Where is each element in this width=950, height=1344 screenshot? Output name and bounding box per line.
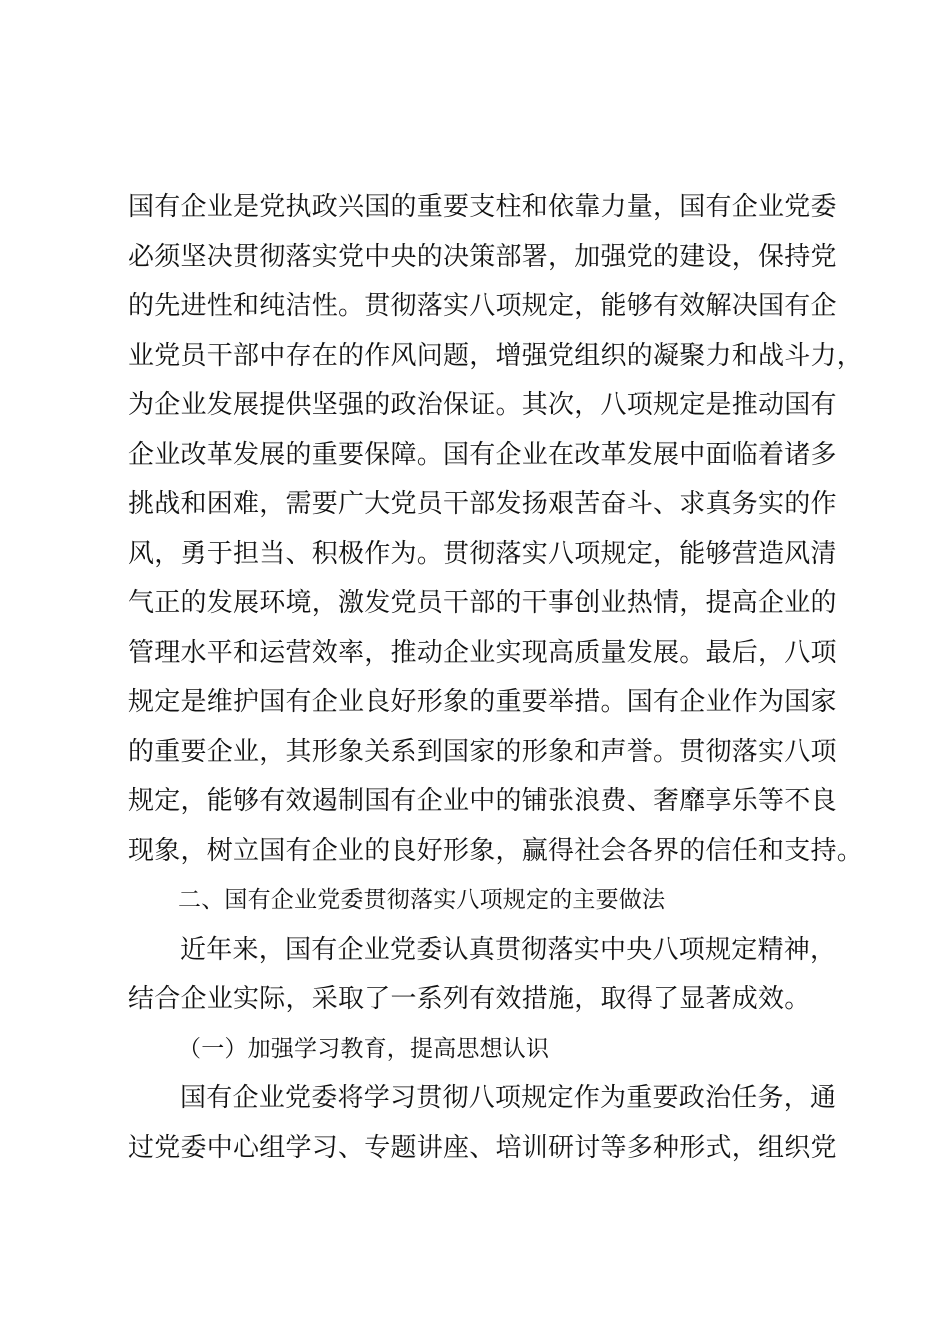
body-line: 气正的发展环境，激发党员干部的干事创业热情，提高企业的 [128,588,837,618]
subsection-heading: （一）加强学习教育，提高思想认识 [178,1035,550,1062]
body-line: 现象，树立国有企业的良好形象，赢得社会各界的信任和支持。 [128,835,864,866]
body-line: 规定是维护国有企业良好形象的重要举措。国有企业作为国家 [128,687,837,717]
body-line: 企业改革发展的重要保障。国有企业在改革发展中面临着诸多 [128,439,837,470]
section-heading: 二、国有企业党委贯彻落实八项规定的主要做法 [178,887,666,913]
body-line: 过党委中心组学习、专题讲座、培训研讨等多种形式，组织党 [128,1132,837,1163]
body-line: 业党员干部中存在的作风问题，增强党组织的凝聚力和战斗力， [128,340,864,371]
body-line: 的先进性和纯洁性。贯彻落实八项规定，能够有效解决国有企 [128,291,837,321]
body-line: 为企业发展提供坚强的政治保证。其次，八项规定是推动国有 [128,390,837,420]
document-body [128,183,864,1173]
body-line: 管理水平和运营效率，推动企业实现高质量发展。最后，八项 [128,637,837,668]
body-line: 风，勇于担当、积极作为。贯彻落实八项规定，能够营造风清 [128,538,837,569]
body-line: 必须坚决贯彻落实党中央的决策部署，加强党的建设，保持党 [128,241,837,272]
body-line: 规定，能够有效遏制国有企业中的铺张浪费、奢靡享乐等不良 [128,786,837,816]
intro-line: 结合企业实际，采取了一系列有效措施，取得了显著成效。 [128,984,811,1014]
body-line: 国有企业党委将学习贯彻八项规定作为重要政治任务，通 [180,1083,837,1113]
body-line: 国有企业是党执政兴国的重要支柱和依靠力量，国有企业党委 [128,192,837,222]
intro-line: 近年来，国有企业党委认真贯彻落实中央八项规定精神， [180,934,837,965]
body-line: 的重要企业，其形象关系到国家的形象和声誉。贯彻落实八项 [128,736,837,767]
body-line: 挑战和困难，需要广大党员干部发扬艰苦奋斗、求真务实的作 [128,489,837,519]
